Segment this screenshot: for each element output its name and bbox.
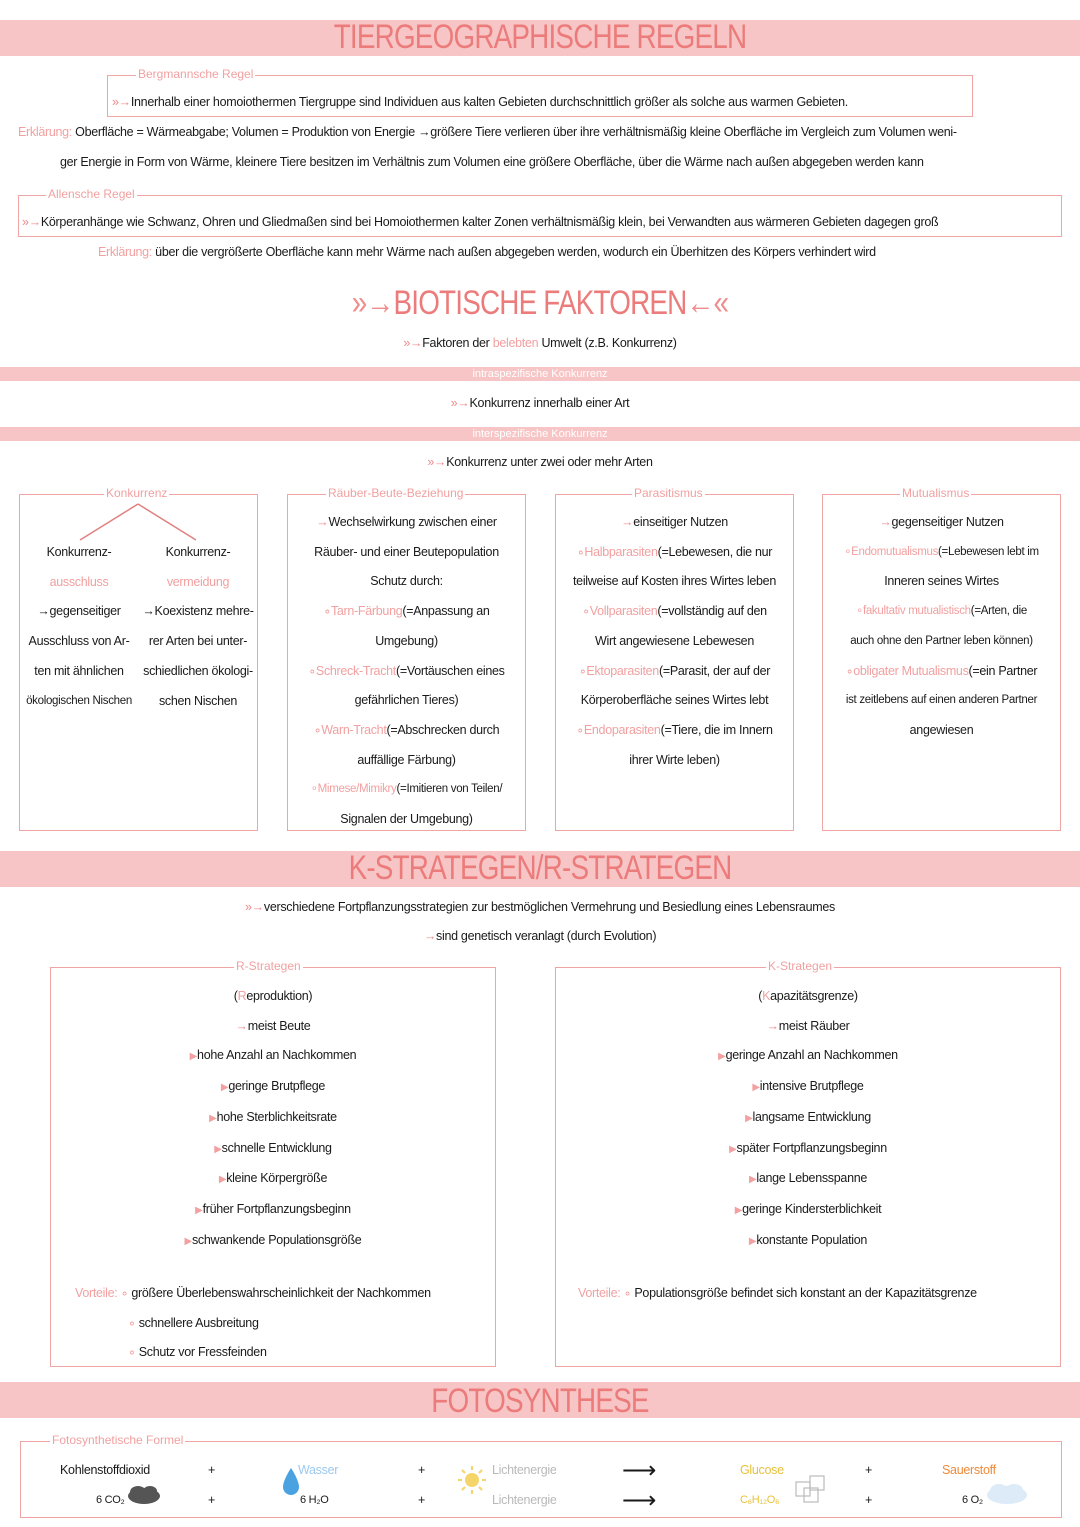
konkurrenz-ausschluss: Konkurrenz- ausschluss →gegenseitiger Ausschluss von Ar- ten mit ähnlichen ökologischen Nischen (26, 545, 132, 707)
k-strategen-list: (Kapazitätsgrenze) →meist Räuber ▶geringe Anzahl an Nachkommen ▶intensive Brutpflege ▶langsame Entwicklung ▶später Fortpflanzungsbeginn ▶lange Lebensspanne ▶geringe Kindersterblichkeit ▶konstante Population (718, 989, 898, 1247)
intra-definition: »→Konkurrenz innerhalb einer Art (450, 396, 630, 410)
mutualismus-label: Mutualismus (902, 486, 970, 500)
strategen-intro: »→verschiedene Fortpflanzungsstrategien zur bestmöglichen Vermehrung und Besiedlung eines Lebensraumes (245, 900, 835, 914)
wasser-formula: 6 H₂O (300, 1494, 329, 1506)
glucose-formula: C₆H₁₂O₆ (740, 1494, 780, 1506)
title-strategen: K-STRATEGEN/R-STRATEGEN (348, 849, 732, 887)
title-biotisch: »→BIOTISCHE FAKTOREN←« (351, 284, 729, 322)
parasitismus-content: →einseitiger Nutzen ∘Halbparasiten(=Lebewesen, die nur teilweise auf Kosten ihres Wirtes leben ∘Vollparasiten(=vollständig auf den Wirt angewiesene Lebewesen ∘Ektoparasiten(=Parasit, der auf der Körperoberfläche seines Wirtes lebt ∘Endoparasiten(=Tiere, die im Innern ihrer Wirte leben) (573, 515, 776, 767)
bergmann-explanation-1: Erklärung: Oberfläche = Wärmeabgabe; Volumen = Produktion von Energie →größere Tiere verlieren über ihre verhältnismäßig kleine Oberfläche im Vergleich zum Volumen weni- (18, 125, 957, 139)
bergmann-explanation-2: ger Energie in Form von Wärme, kleinere Tiere besitzen im Verhältnis zum Volumen eine größere Oberfläche, über die Wärme nach außen abgegeben werden kann (60, 155, 924, 169)
inter-definition: »→Konkurrenz unter zwei oder mehr Arten (427, 455, 653, 469)
konkurrenz-vermeidung: Konkurrenz- vermeidung →Koexistenz mehre- rer Arten bei unter- schiedlichen ökologi- schen Nischen (142, 545, 254, 708)
allen-rule: »→Körperanhänge wie Schwanz, Ohren und Gliedmaßen sind bei Homoiothermen kalter Zonen verhältnismäßig klein, bei Verwandten aus wärmeren Gebieten dagegen groß (22, 215, 939, 229)
konkurrenz-label: Konkurrenz (106, 486, 168, 500)
bergmann-rule: »→Innerhalb einer homoiothermen Tiergruppe sind Individuen aus kalten Gebieten durchschnittlich größer als solche aus warmen Gebieten. (112, 95, 848, 109)
o2-formula: 6 O₂ (962, 1494, 983, 1506)
raeuber-beute-label: Räuber-Beute-Beziehung (328, 486, 464, 500)
k-strategen-label: K-Strategen (768, 959, 833, 973)
co2-formula: 6 CO₂ (96, 1494, 125, 1506)
reaction-arrow-1: ⟶ (622, 1457, 657, 1484)
plus-2b: + (418, 1493, 425, 1507)
allen-explanation: Erklärung: über die vergrößerte Oberfläche kann mehr Wärme nach außen abgegeben werden, wodurch ein Überhitzen des Körpers verhindert wird (98, 245, 876, 259)
oxygen-cloud-icon (984, 1482, 1030, 1506)
co2-cloud-icon (126, 1484, 162, 1506)
intra-band: intraspezifische Konkurrenz (0, 367, 1080, 381)
r-strategen-list: (Reproduktion) →meist Beute ▶hohe Anzahl an Nachkommen ▶geringe Brutpflege ▶hohe Sterblichkeitsrate ▶schnelle Entwicklung ▶kleine Körpergröße ▶früher Fortpflanzungsbeginn ▶schwankende Populationsgröße (184, 989, 362, 1247)
plus-1a: + (208, 1463, 215, 1477)
raeuber-beute-content: →Wechselwirkung zwischen einer Räuber- und einer Beutepopulation Schutz durch: ∘Tarn-Färbung(=Anpassung an Umgebung) ∘Schreck-Tracht(=Vortäuschen eines gefährlichen Tieres) ∘Warn-Tracht(=Abschrecken durch auffällige Färbung) ∘Mimese/Mimikry(=Imitieren von Teilen/ Signalen der Umgebung) (308, 515, 505, 827)
biotisch-definition: »→Faktoren der belebten Umwelt (z.B. Konkurrenz) (403, 336, 677, 350)
glucose-word: Glucose (740, 1463, 784, 1477)
co2-word: Kohlenstoffdioxid (60, 1463, 150, 1477)
plus-3b: + (865, 1493, 872, 1507)
sugar-cubes-icon (792, 1470, 832, 1504)
r-vorteile-3: ∘ Schutz vor Fressfeinden (128, 1345, 267, 1359)
r-strategen-label: R-Strategen (236, 959, 301, 973)
sun-icon (456, 1464, 488, 1496)
plus-2a: + (418, 1463, 425, 1477)
k-vorteile: Vorteile: ∘ Populationsgröße befindet sich konstant an der Kapazitätsgrenze (578, 1286, 977, 1300)
formel-label: Fotosynthetische Formel (52, 1433, 184, 1447)
licht-word-2: Lichtenergie (492, 1493, 557, 1507)
licht-word-1: Lichtenergie (492, 1463, 557, 1477)
sauerstoff-word: Sauerstoff (942, 1463, 996, 1477)
parasitismus-label: Parasitismus (634, 486, 703, 500)
r-vorteile-2: ∘ schnellere Ausbreitung (128, 1316, 259, 1330)
r-vorteile-1: Vorteile: ∘ größere Überlebenswahrscheinlichkeit der Nachkommen (75, 1286, 431, 1300)
title-foto: FOTOSYNTHESE (431, 1382, 649, 1420)
allen-label: Allensche Regel (48, 187, 135, 201)
plus-1b: + (208, 1493, 215, 1507)
reaction-arrow-2: ⟶ (622, 1487, 657, 1514)
plus-3a: + (865, 1463, 872, 1477)
inter-band: interspezifische Konkurrenz (0, 427, 1080, 441)
bergmann-label: Bergmannsche Regel (138, 67, 254, 81)
wasser-word: Wasser (298, 1463, 339, 1477)
strategen-intro-2: →sind genetisch veranlagt (durch Evolution) (423, 929, 657, 943)
mutualismus-content: →gegenseitiger Nutzen ∘Endomutualismus(=Lebewesen lebt im Inneren seines Wirtes ∘fakultativ mutualistisch(=Arten, die auch ohne den Partner leben können) ∘obligater Mutualismus(=ein Partner ist zeitlebens auf einen anderen Partner angewiesen (844, 515, 1039, 737)
title-tier: TIERGEOGRAPHISCHE REGELN (333, 18, 747, 56)
